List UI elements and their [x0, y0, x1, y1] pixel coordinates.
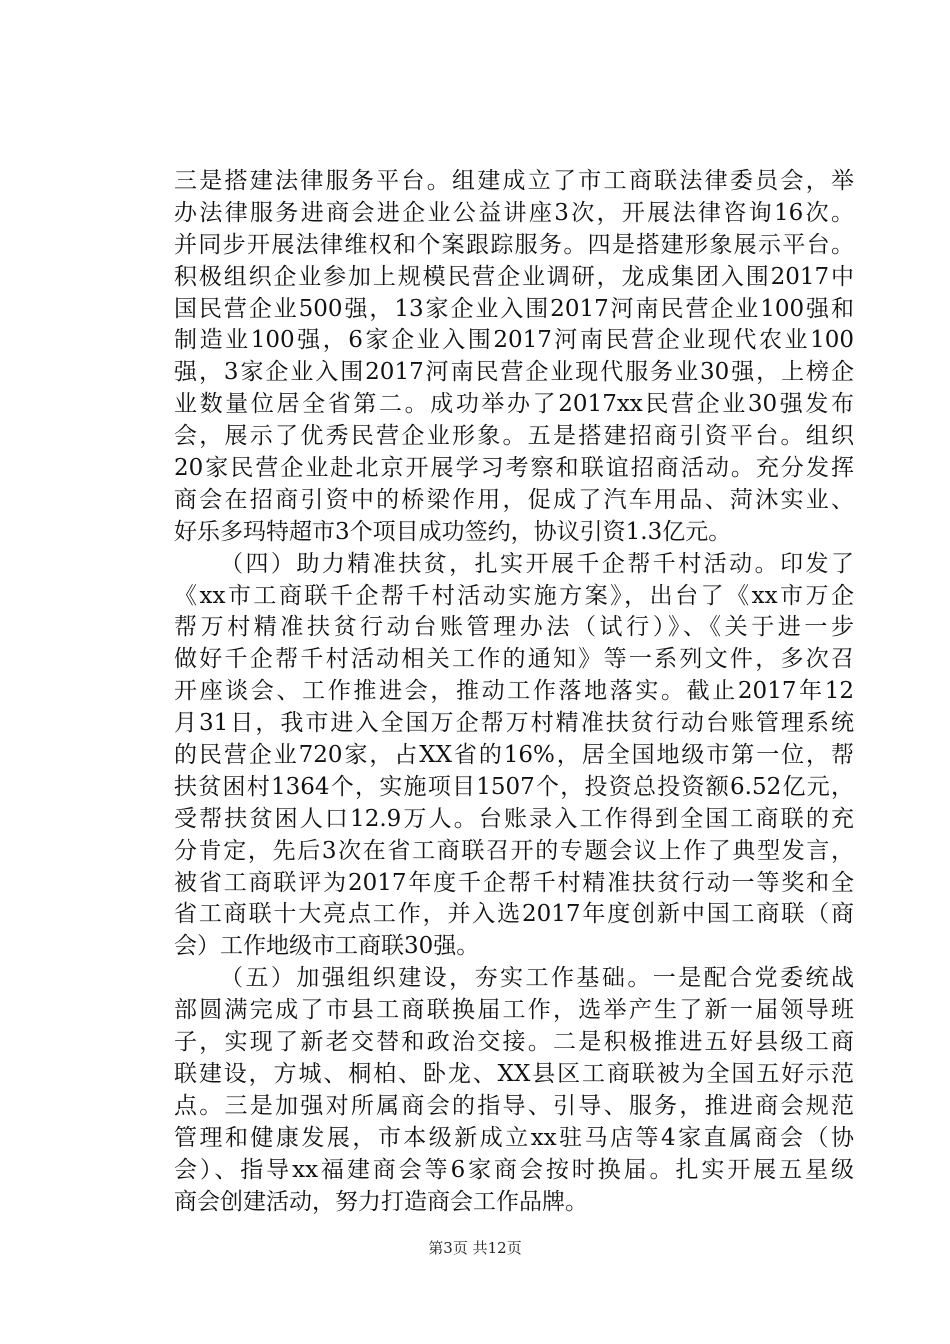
text-line: 20家民营企业赴北京开展学习考察和联谊招商活动。充分发挥 [174, 455, 854, 482]
text-line: 国民营企业500强，13家企业入围2017河南民营企业100强和 [174, 295, 854, 322]
text-line: 三是搭建法律服务平台。组建成立了市工商联法律委员会，举 [174, 168, 854, 194]
text-line: 开座谈会、工作推进会，推动工作落地落实。截止2017年12 [174, 678, 854, 705]
section-heading-line: （四）助力精准扶贫，扎实开展千企帮千村活动。印发了 [220, 550, 854, 577]
text-line: 制造业100强，6家企业入围2017河南民营企业现代农业100 [174, 327, 854, 354]
text-line: 的民营企业720家，占XX省的16%，居全国地级市第一位，帮 [174, 742, 854, 769]
text-line: 管理和健康发展，市本级新成立xx驻马店等4家直属商会（协 [174, 1124, 854, 1151]
text-line: 被省工商联评为2017年度千企帮千村精准扶贫行动一等奖和全 [174, 869, 854, 896]
text-line: 做好千企帮千村活动相关工作的通知》等一系列文件，多次召 [174, 646, 854, 673]
text-line: 会，展示了优秀民营企业形象。五是搭建招商引资平台。组织 [174, 423, 854, 450]
text-line: 帮万村精准扶贫行动台账管理办法（试行）》、《关于进一步 [174, 614, 854, 641]
text-line: 受帮扶贫困人口12.9万人。台账录入工作得到全国工商联的充 [174, 805, 854, 832]
text-line: 并同步开展法律维权和个案跟踪服务。四是搭建形象展示平台。 [174, 231, 854, 258]
text-line: 好乐多玛特超市3个项目成功签约，协议引资1.3亿元。 [174, 518, 732, 545]
text-line: 省工商联十大亮点工作，并入选2017年度创新中国工商联（商 [174, 901, 854, 928]
text-line: 积极组织企业参加上规模民营企业调研，龙成集团入围2017中 [174, 263, 854, 290]
text-line: 子，实现了新老交替和政治交接。二是积极推进五好县级工商 [174, 1029, 854, 1056]
text-line: 月31日，我市进入全国万企帮万村精准扶贫行动台账管理系统 [174, 710, 854, 737]
text-line: 部圆满完成了市县工商联换届工作，选举产生了新一届领导班 [174, 997, 854, 1024]
body-text [174, 166, 854, 1218]
section-heading-line: （五）加强组织建设，夯实工作基础。一是配合党委统战 [220, 965, 854, 992]
text-line: 会）、指导xx福建商会等6家商会按时换届。扎实开展五星级 [174, 1156, 854, 1183]
text-line: 强，3家企业入围2017河南民营企业现代服务业30强，上榜企 [174, 359, 854, 386]
text-line: 扶贫困村1364个，实施项目1507个，投资总投资额6.52亿元， [174, 773, 854, 800]
text-line: 商会创建活动，努力打造商会工作品牌。 [174, 1188, 588, 1215]
text-line: 联建设，方城、桐柏、卧龙、XX县区工商联被为全国五好示范 [174, 1060, 854, 1087]
text-line: 点。三是加强对所属商会的指导、引导、服务，推进商会规范 [174, 1092, 854, 1119]
text-line: 商会在招商引资中的桥梁作用，促成了汽车用品、菏沐实业、 [174, 486, 854, 513]
text-line: 办法律服务进商会进企业公益讲座3次，开展法律咨询16次。 [174, 199, 854, 226]
text-line: 会）工作地级市工商联30强。 [174, 933, 480, 960]
text-line: 业数量位居全省第二。成功举办了2017xx民营企业30强发布 [174, 391, 854, 418]
text-line: 《xx市工商联千企帮千村活动实施方案》，出台了《xx市万企 [174, 582, 854, 609]
text-line: 分肯定，先后3次在省工商联召开的专题会议上作了典型发言， [174, 837, 854, 864]
page-number-footer: 第3页 共12页 [428, 1239, 522, 1257]
